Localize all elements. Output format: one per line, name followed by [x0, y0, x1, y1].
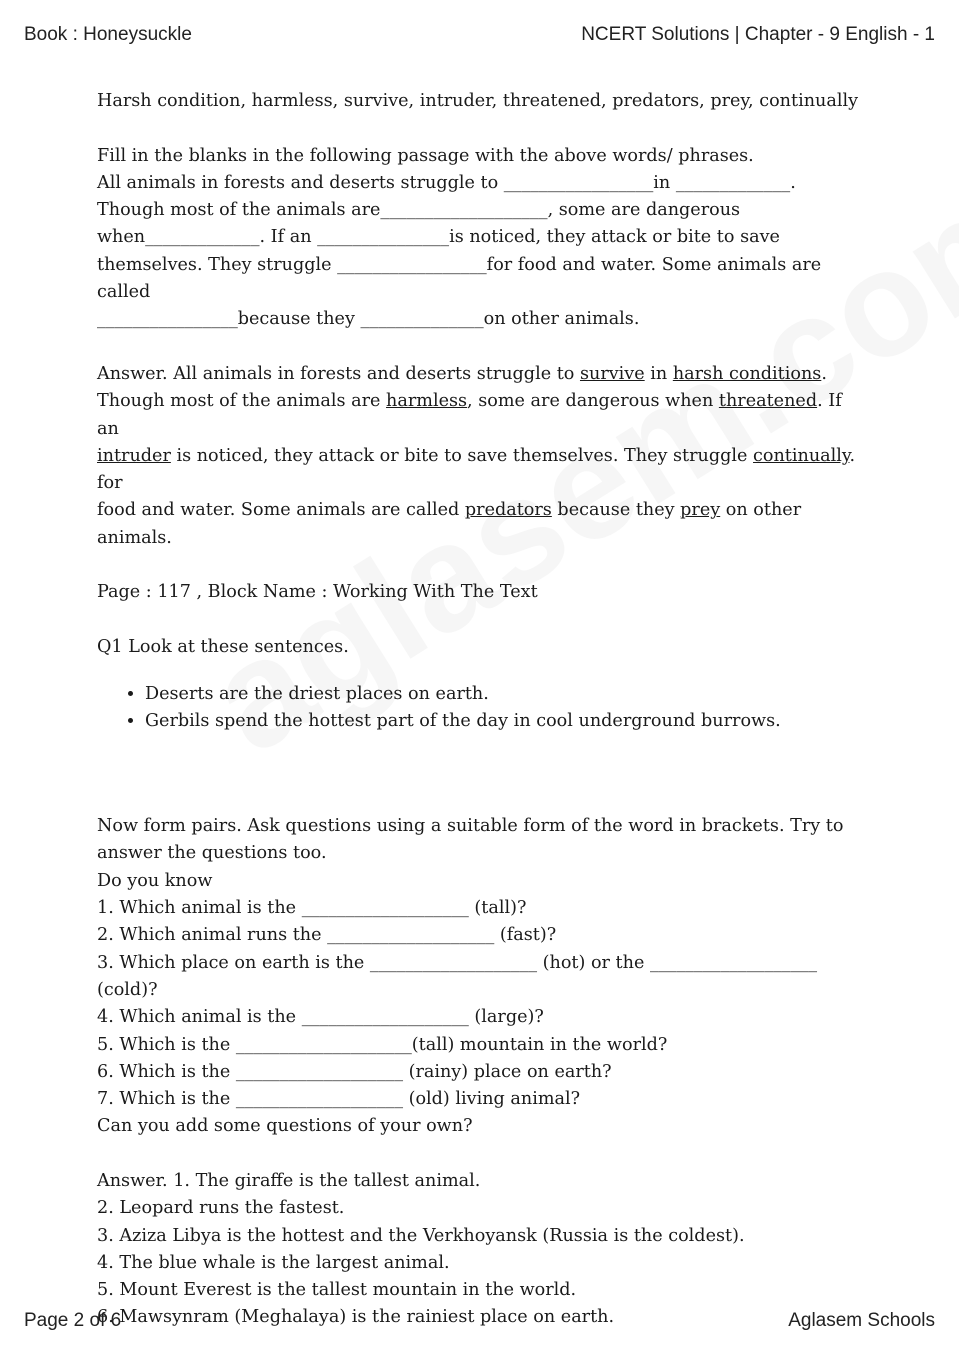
- q1-questions: [97, 813, 867, 1141]
- answer-line: [97, 443, 867, 498]
- answer-text: . If an: [97, 391, 842, 439]
- answer-line: Answer. 1. The giraffe is the tallest animal.: [97, 1170, 481, 1191]
- question-line: 5. Which is the ____________________(tall) mountain in the world?: [97, 1034, 668, 1055]
- answer-paragraph: [97, 361, 867, 552]
- page-content: [97, 88, 867, 1359]
- fill-blanks-line: when_____________. If an _______________is noticed, they attack or bite to save: [97, 227, 780, 248]
- answer-word: harmless: [386, 391, 468, 412]
- spacer: [97, 735, 867, 813]
- answer-text: on other animals.: [97, 500, 802, 548]
- question-line: 2. Which animal runs the ___________________ (fast)?: [97, 925, 557, 946]
- question-line: 4. Which animal is the ___________________ (large)?: [97, 1007, 544, 1028]
- book-title: Book : Honeysuckle: [24, 24, 192, 45]
- answer-text: Though most of the animals are: [97, 391, 387, 412]
- answer-text: , some are dangerous when: [467, 391, 719, 412]
- q1-title: Q1 Look at these sentences.: [97, 636, 349, 657]
- question-line: Can you add some questions of your own?: [97, 1116, 473, 1137]
- answer-line: [97, 361, 867, 388]
- answer-line: [97, 497, 867, 552]
- answer-line: 4. The blue whale is the largest animal.: [97, 1252, 450, 1273]
- question-line: 7. Which is the ___________________ (old) living animal?: [97, 1089, 581, 1110]
- answer-word: harsh conditions: [672, 363, 822, 384]
- answer-text: food and water. Some animals are called: [97, 500, 465, 521]
- q1-answers: [97, 1168, 867, 1332]
- answer-word: threatened: [718, 391, 818, 412]
- page-header: [24, 24, 935, 46]
- fill-blanks-line: Though most of the animals are___________________, some are dangerous: [97, 200, 741, 221]
- list-item: • Deserts are the driest places on earth.: [145, 681, 867, 708]
- question-line: Now form pairs. Ask questions using a suitable form of the word in brackets. Try to: [97, 816, 844, 837]
- fill-blanks-line: themselves. They struggle _________________for food and water. Some animals are called: [97, 254, 822, 303]
- answer-line: 6. Mawsynram (Meghalaya) is the rainiest place on earth.: [97, 1307, 615, 1328]
- question-line: 1. Which animal is the ___________________ (tall)?: [97, 898, 527, 919]
- answer-text: in: [644, 363, 673, 384]
- answer-word: intruder: [97, 445, 171, 466]
- answer-line: 5. Mount Everest is the tallest mountain in the world.: [97, 1280, 577, 1301]
- list-item: • Gerbils spend the hottest part of the day in cool underground burrows.: [145, 708, 867, 735]
- answer-word: prey: [680, 500, 721, 521]
- answer-text: is noticed, they attack or bite to save themselves. They struggle: [170, 445, 754, 466]
- answer-text: Answer. All animals in forests and deserts struggle to: [97, 363, 580, 384]
- answer-text: because they: [551, 500, 681, 521]
- page-reference: Page : 117 , Block Name : Working With The Text: [97, 582, 538, 603]
- answer-word: continually: [753, 445, 850, 466]
- q1-bullet-list: [97, 681, 867, 736]
- fill-blanks-instruction: Fill in the blanks in the following passage with the above words/ phrases.: [97, 145, 754, 166]
- answer-line: 2. Leopard runs the fastest.: [97, 1198, 345, 1219]
- answer-word: predators: [464, 500, 552, 521]
- page-number: Page 2 of 6: [24, 1310, 122, 1331]
- fill-blanks-line: All animals in forests and deserts struggle to _________________in _____________.: [97, 172, 796, 193]
- question-line: answer the questions too.: [97, 843, 327, 864]
- answer-line: [97, 388, 867, 443]
- answer-line: 3. Aziza Libya is the hottest and the Verkhoyansk (Russia is the coldest).: [97, 1225, 745, 1246]
- answer-text: . for: [97, 445, 856, 494]
- publisher-name: Aglasem Schools: [788, 1310, 935, 1331]
- question-line: Do you know: [97, 870, 213, 891]
- question-line: 3. Which place on earth is the ___________________ (hot) or the ___________________: [97, 952, 818, 973]
- answer-text: .: [821, 363, 827, 384]
- question-line: (cold)?: [97, 979, 158, 1000]
- chapter-title: NCERT Solutions | Chapter - 9 English - 1: [581, 24, 935, 45]
- answer-word: survive: [579, 363, 645, 384]
- fill-blanks-section: [97, 143, 867, 334]
- fill-blanks-line: ________________because they ______________on other animals.: [97, 309, 640, 330]
- question-line: 6. Which is the ___________________ (rainy) place on earth?: [97, 1061, 612, 1082]
- word-list: Harsh condition, harmless, survive, intruder, threatened, predators, prey, continually: [97, 91, 859, 111]
- page-footer: [24, 1310, 935, 1332]
